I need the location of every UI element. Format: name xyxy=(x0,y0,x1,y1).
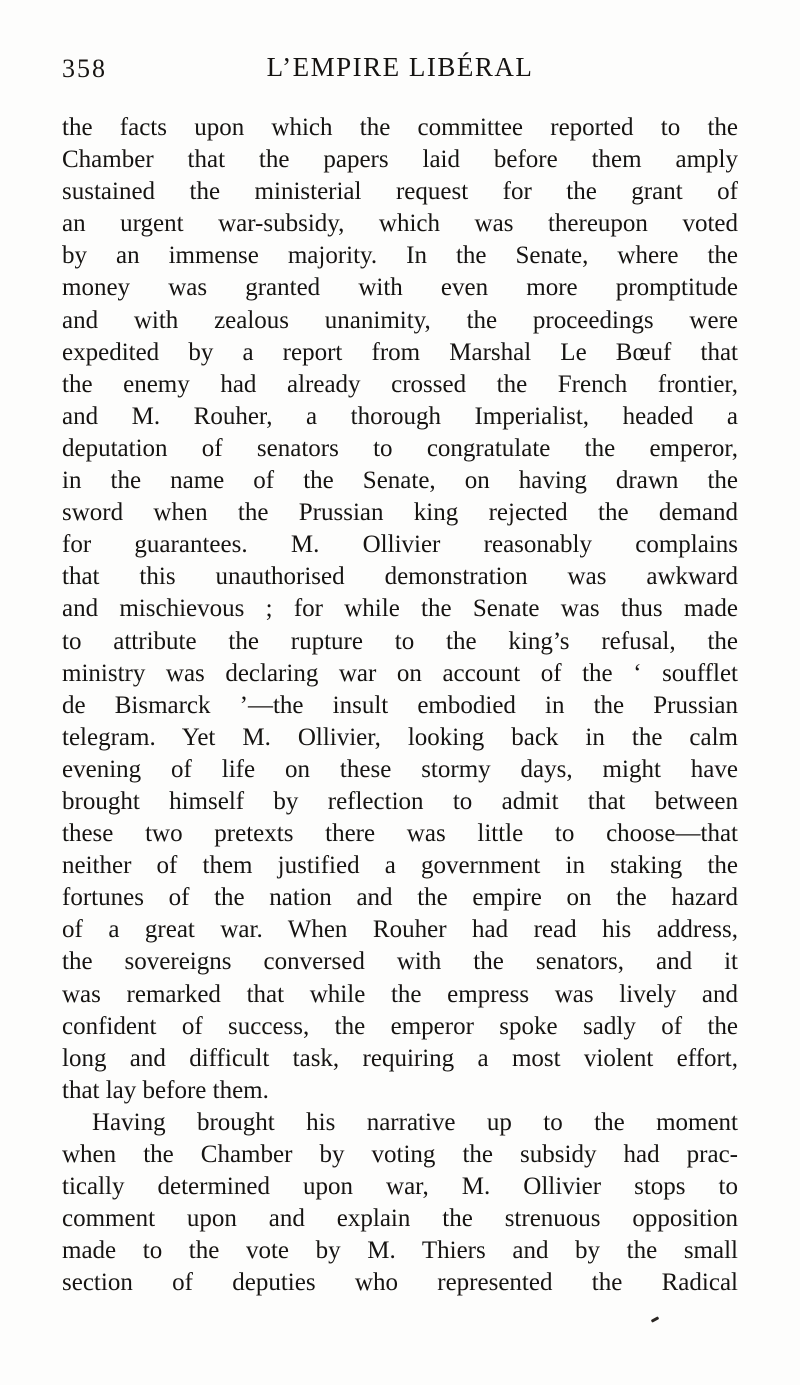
text-line: that this unauthorised demonstration was awkward xyxy=(62,563,738,591)
text-line: when the Chamber by voting the subsidy had prac- xyxy=(62,1141,738,1168)
text-line: to attribute the rupture to the king’s refusal, the xyxy=(62,627,738,655)
text-line: the facts upon which the committee reported to the xyxy=(62,114,738,141)
text-line: brought himself by reflection to admit that between xyxy=(62,787,738,815)
text-line: de Bismarck ’—the insult embodied in the Prussian xyxy=(62,691,738,719)
text-line: these two pretexts there was little to choose—that xyxy=(62,820,738,848)
body-text xyxy=(62,112,738,1299)
text-line: in the name of the Senate, on having drawn the xyxy=(62,467,738,495)
text-line: money was granted with even more promptitude xyxy=(62,274,738,302)
text-line: ministry was declaring war on account of the ‘ soufflet xyxy=(62,659,738,687)
text-line: that lay before them. xyxy=(62,1076,269,1104)
text-line: section of deputies who represented the Radical xyxy=(62,1269,738,1297)
text-line: and mischievous ; for while the Senate was thus made xyxy=(62,595,738,623)
text-line: comment upon and explain the strenuous opposition xyxy=(62,1205,738,1233)
running-title: L’EMPIRE LIBÉRAL xyxy=(266,52,534,82)
scan-artifact-mark xyxy=(651,1316,659,1322)
text-line: and M. Rouher, a thorough Imperialist, headed a xyxy=(62,402,738,430)
page-number: 358 xyxy=(62,54,107,83)
text-line: sustained the ministerial request for the grant of xyxy=(62,178,738,206)
text-line: Chamber that the papers laid before them amply xyxy=(62,146,738,174)
text-line: expedited by a report from Marshal Le Bœuf that xyxy=(62,338,738,366)
text-line: confident of success, the emperor spoke sadly of the xyxy=(62,1012,738,1040)
text-line: the enemy had already crossed the French frontier, xyxy=(62,370,738,398)
text-line: for guarantees. M. Ollivier reasonably complains xyxy=(62,531,738,559)
text-line: sword when the Prussian king rejected the demand xyxy=(62,499,738,527)
text-line: Having brought his narrative up to the moment xyxy=(92,1108,738,1136)
text-line: evening of life on these stormy days, might have xyxy=(62,755,738,783)
text-line: deputation of senators to congratulate the emperor, xyxy=(62,434,738,462)
running-header xyxy=(62,52,738,86)
text-line: an urgent war-subsidy, which was thereupon voted xyxy=(62,210,738,238)
text-line: was remarked that while the empress was lively and xyxy=(62,980,738,1008)
text-line: fortunes of the nation and the empire on the hazard xyxy=(62,884,738,912)
text-line: tically determined upon war, M. Ollivier stops to xyxy=(62,1173,738,1201)
text-line: of a great war. When Rouher had read his address, xyxy=(62,916,738,944)
text-line: the sovereigns conversed with the senators, and it xyxy=(62,948,738,976)
paragraph xyxy=(62,112,738,1107)
text-line: and with zealous unanimity, the proceedings were xyxy=(62,306,738,334)
text-line: long and difficult task, requiring a most violent effort, xyxy=(62,1044,738,1072)
text-line: made to the vote by M. Thiers and by the small xyxy=(62,1237,738,1265)
text-line: by an immense majority. In the Senate, where the xyxy=(62,242,738,270)
text-line: telegram. Yet M. Ollivier, looking back in the calm xyxy=(62,723,738,751)
paragraph xyxy=(62,1107,738,1300)
text-line: neither of them justified a government in staking the xyxy=(62,852,738,880)
